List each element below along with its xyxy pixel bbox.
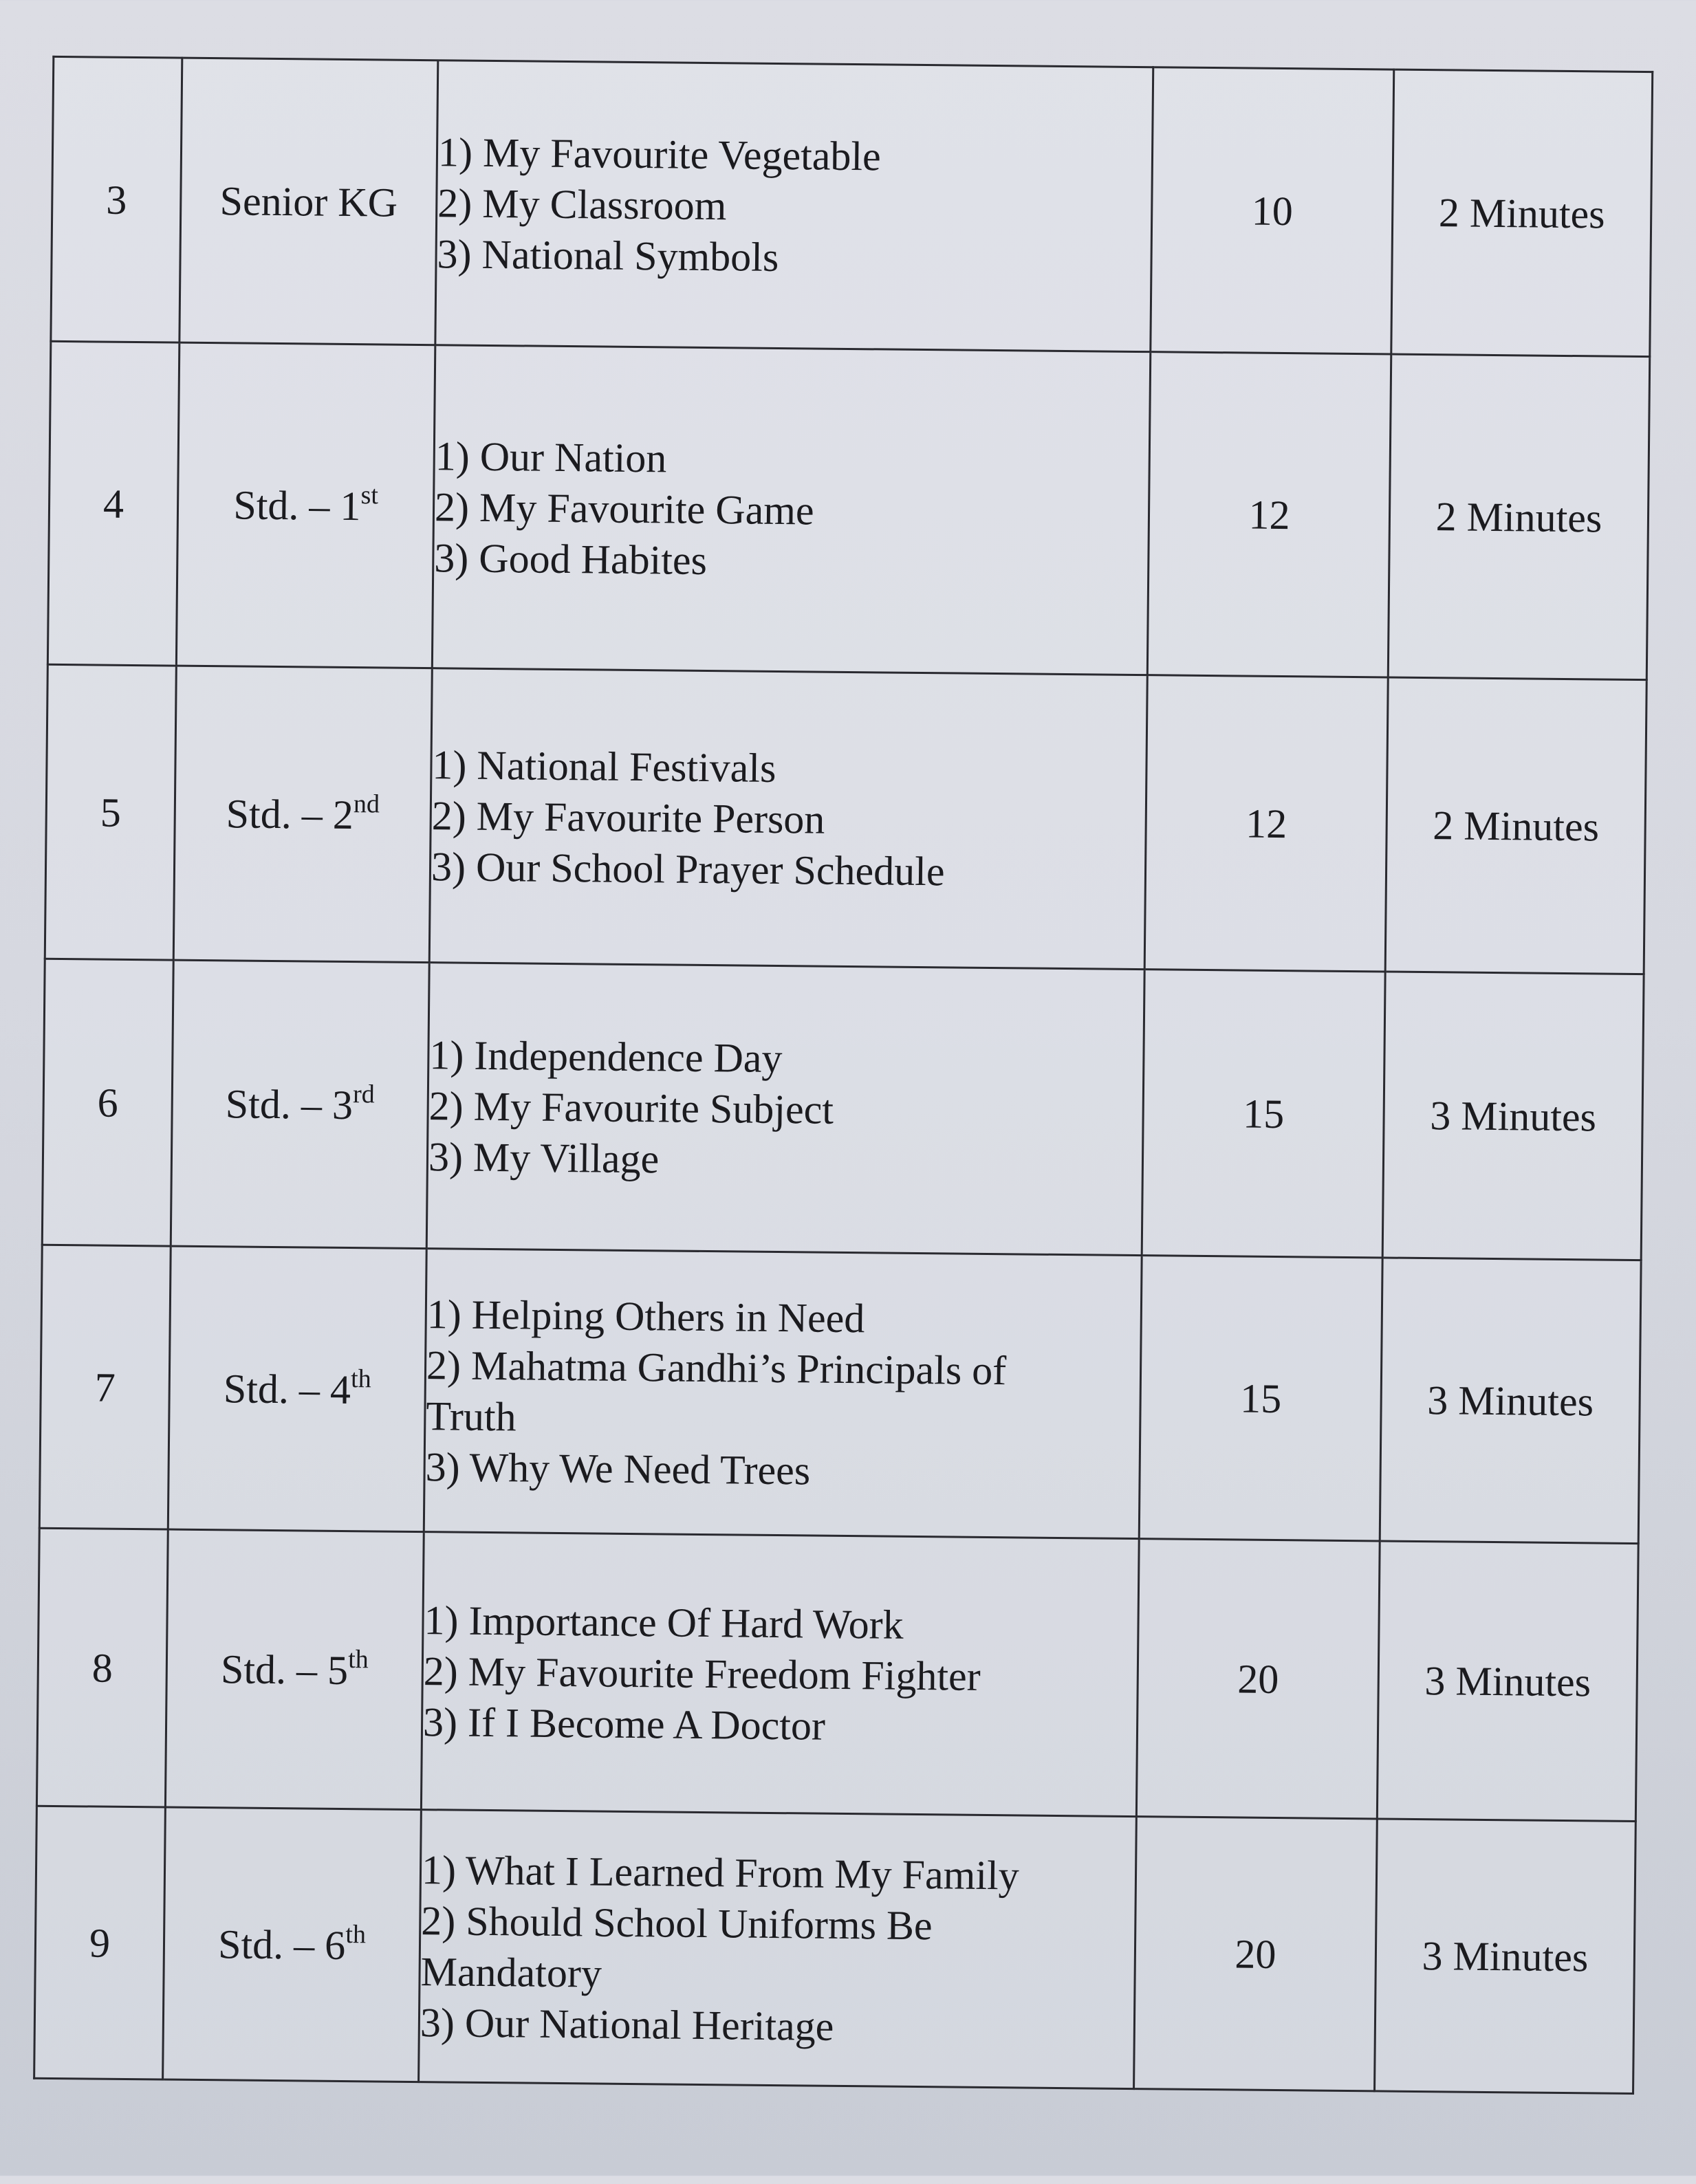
class-ordinal-suffix: th [351,1364,371,1393]
class-cell [168,1246,426,1532]
student-count-cell: 20 [1136,1539,1380,1819]
class-ordinal-suffix: rd [353,1080,375,1109]
topics-cell [419,1810,1137,2089]
serial-number-cell: 7 [39,1245,171,1529]
table-row [42,959,1644,1260]
serial-number-cell: 5 [45,664,176,960]
student-count-cell: 12 [1147,352,1391,677]
class-label: Std. – 2 [226,791,354,838]
syllabus-table [33,56,1653,2095]
student-count-cell: 15 [1139,1256,1382,1541]
topic-item: 3) National Symbols [437,228,1151,286]
topic-item: 1) Our Nation [435,430,1149,488]
class-ordinal-suffix: th [345,1920,366,1949]
class-cell [180,58,438,345]
class-label: Std. – 4 [224,1366,351,1412]
topic-item: 2) My Favourite Freedom Fighter [423,1646,1137,1703]
topics-cell [435,61,1153,352]
class-ordinal-suffix: st [360,481,378,510]
time-limit-cell: 3 Minutes [1380,1258,1641,1544]
topics-cell [421,1532,1139,1817]
serial-number-cell: 3 [51,56,182,342]
table-row [51,56,1653,356]
topic-item: 1) My Favourite Vegetable [438,127,1152,184]
topic-item: 1) Helping Others in Need [426,1289,1140,1346]
time-limit-cell: 3 Minutes [1377,1541,1638,1822]
topic-item: 2) My Favourite Subject [428,1080,1142,1138]
topic-item: 3) If I Become A Doctor [423,1696,1137,1754]
topic-item: 2) My Favourite Person [431,790,1145,848]
student-count-cell: 12 [1144,675,1388,972]
topic-item: 2) My Classroom [437,177,1151,235]
class-cell [165,1529,424,1810]
topics-cell [426,963,1144,1256]
topic-item: 3) My Village [428,1131,1142,1189]
class-label: Std. – 5 [221,1646,349,1693]
class-ordinal-suffix: nd [354,789,380,818]
time-limit-cell: 2 Minutes [1388,354,1649,680]
table-row [45,664,1646,974]
student-count-cell: 20 [1134,1817,1378,2091]
class-label: Std. – 3 [226,1081,354,1128]
table-row [39,1245,1641,1543]
class-label: Senior KG [219,178,398,225]
class-label: Std. – 6 [218,1921,346,1968]
class-ordinal-suffix: th [348,1645,369,1674]
topic-item: 2) Should School Uniforms Be Mandatory [420,1895,971,2002]
table-row [34,1806,1636,2093]
topic-item: 1) National Festivals [432,739,1146,797]
class-cell [163,1807,422,2082]
topics-cell [432,345,1150,675]
class-cell [173,666,432,963]
serial-number-cell: 9 [34,1806,166,2079]
serial-number-cell: 6 [42,959,173,1246]
topic-item: 1) What I Learned From My Family [422,1844,1135,1902]
topic-item: 2) My Favourite Game [435,481,1149,539]
class-cell [176,342,435,668]
student-count-cell: 10 [1151,67,1394,354]
table-row [47,341,1649,679]
table-row [36,1528,1638,1821]
topic-item: 3) Why We Need Trees [425,1441,1139,1499]
serial-number-cell: 8 [36,1528,168,1807]
student-count-cell: 15 [1142,970,1385,1258]
topic-item: 3) Our School Prayer Schedule [431,841,1145,899]
time-limit-cell: 2 Minutes [1391,69,1653,357]
topics-cell [424,1249,1142,1539]
serial-number-cell: 4 [47,341,180,666]
time-limit-cell: 2 Minutes [1385,677,1646,974]
topic-item: 1) Independence Day [429,1029,1143,1087]
class-label: Std. – 1 [233,482,361,529]
topic-item: 1) Importance Of Hard Work [424,1595,1138,1652]
topic-item: 3) Our National Heritage [420,1997,1134,2055]
topics-cell [429,668,1147,970]
time-limit-cell: 3 Minutes [1382,972,1644,1260]
class-cell [171,960,429,1249]
topic-item: 3) Good Habites [434,532,1148,590]
topic-item: 2) Mahatma Gandhi’s Principals of Truth [426,1340,1059,1448]
time-limit-cell: 3 Minutes [1375,1819,1636,2094]
